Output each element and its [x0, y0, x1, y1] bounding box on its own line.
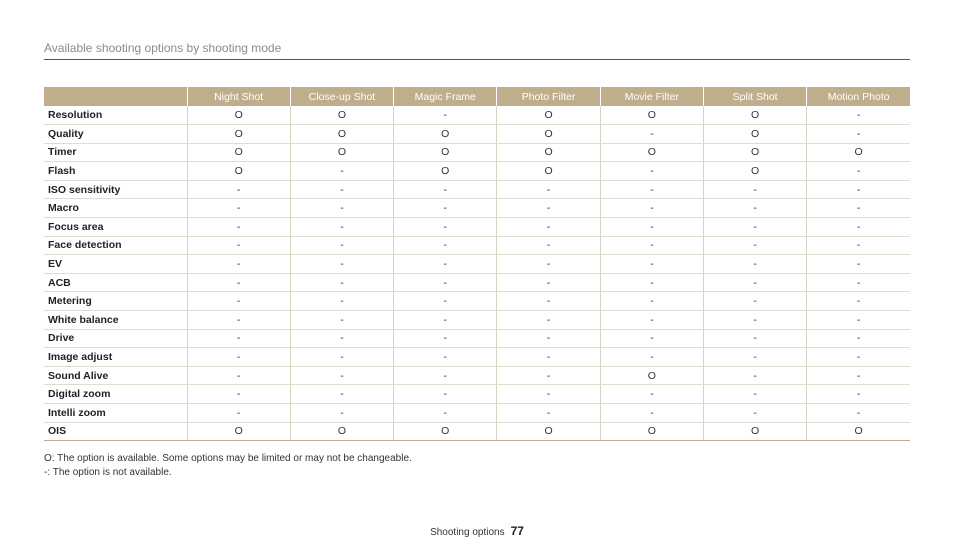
option-cell: - — [807, 255, 910, 274]
row-label: Digital zoom — [44, 385, 187, 404]
option-cell: - — [187, 180, 290, 199]
row-label: Face detection — [44, 236, 187, 255]
column-header: Split Shot — [703, 87, 806, 106]
option-cell: O — [187, 125, 290, 144]
column-header: Motion Photo — [807, 87, 910, 106]
option-cell: - — [394, 218, 497, 237]
row-label: Drive — [44, 329, 187, 348]
option-cell: - — [497, 255, 600, 274]
option-cell: - — [187, 404, 290, 423]
option-cell: O — [394, 422, 497, 441]
table-row — [44, 404, 910, 423]
option-cell: - — [394, 106, 497, 125]
title-divider — [44, 59, 910, 60]
option-cell: - — [703, 292, 806, 311]
option-cell: - — [497, 404, 600, 423]
table-row — [44, 106, 910, 125]
column-header: Close-up Shot — [290, 87, 393, 106]
option-cell: - — [703, 311, 806, 330]
option-cell: O — [187, 162, 290, 181]
option-cell: - — [394, 236, 497, 255]
option-cell: O — [497, 162, 600, 181]
table-row — [44, 218, 910, 237]
option-cell: - — [187, 199, 290, 218]
option-cell: - — [600, 125, 703, 144]
option-cell: - — [703, 385, 806, 404]
row-label: Flash — [44, 162, 187, 181]
row-label: OIS — [44, 422, 187, 441]
option-cell: - — [394, 348, 497, 367]
table-row — [44, 329, 910, 348]
page-footer — [0, 524, 954, 538]
table-row — [44, 422, 910, 441]
option-cell: - — [807, 125, 910, 144]
option-cell: - — [497, 236, 600, 255]
row-label: EV — [44, 255, 187, 274]
option-cell: - — [497, 348, 600, 367]
option-cell: O — [290, 422, 393, 441]
option-cell: O — [187, 106, 290, 125]
row-label: Metering — [44, 292, 187, 311]
option-cell: - — [497, 199, 600, 218]
option-cell: - — [497, 311, 600, 330]
row-label: Image adjust — [44, 348, 187, 367]
column-header: Photo Filter — [497, 87, 600, 106]
legend-unavailable: -: The option is not available. — [44, 467, 172, 478]
column-header: Night Shot — [187, 87, 290, 106]
option-cell: - — [600, 162, 703, 181]
option-cell: - — [703, 366, 806, 385]
option-cell: - — [807, 292, 910, 311]
option-cell: - — [290, 162, 393, 181]
option-cell: - — [600, 255, 703, 274]
option-cell: - — [807, 348, 910, 367]
table-header-row — [44, 87, 910, 106]
option-cell: O — [703, 162, 806, 181]
option-cell: - — [807, 385, 910, 404]
row-label: ISO sensitivity — [44, 180, 187, 199]
option-cell: - — [497, 218, 600, 237]
row-label: Timer — [44, 143, 187, 162]
table-row — [44, 236, 910, 255]
option-cell: O — [600, 366, 703, 385]
option-cell: - — [497, 273, 600, 292]
option-cell: - — [394, 385, 497, 404]
option-cell: - — [807, 273, 910, 292]
option-cell: O — [497, 106, 600, 125]
option-cell: - — [600, 292, 703, 311]
option-cell: - — [394, 404, 497, 423]
column-header: Magic Frame — [394, 87, 497, 106]
option-cell: - — [187, 366, 290, 385]
option-cell: - — [394, 311, 497, 330]
option-cell: - — [290, 273, 393, 292]
option-cell: O — [703, 143, 806, 162]
option-cell: - — [703, 199, 806, 218]
option-cell: - — [290, 404, 393, 423]
option-cell: - — [187, 218, 290, 237]
option-cell: - — [807, 199, 910, 218]
option-cell: - — [290, 236, 393, 255]
footer-label: Shooting options — [430, 527, 505, 538]
option-cell: O — [394, 125, 497, 144]
option-cell: - — [290, 329, 393, 348]
option-cell: - — [703, 329, 806, 348]
option-cell: - — [600, 236, 703, 255]
option-cell: - — [600, 273, 703, 292]
option-cell: - — [394, 180, 497, 199]
option-cell: - — [703, 218, 806, 237]
option-cell: O — [497, 125, 600, 144]
option-cell: - — [290, 366, 393, 385]
option-cell: - — [290, 199, 393, 218]
option-cell: - — [394, 199, 497, 218]
option-cell: - — [807, 311, 910, 330]
table-row — [44, 385, 910, 404]
option-cell: - — [703, 180, 806, 199]
option-cell: O — [394, 162, 497, 181]
option-cell: - — [600, 348, 703, 367]
table-row — [44, 180, 910, 199]
table-row — [44, 199, 910, 218]
option-cell: O — [290, 106, 393, 125]
row-label: ACB — [44, 273, 187, 292]
option-cell: O — [807, 143, 910, 162]
option-cell: - — [497, 292, 600, 311]
option-cell: - — [703, 273, 806, 292]
page-number: 77 — [510, 524, 524, 538]
table-row — [44, 143, 910, 162]
option-cell: - — [187, 311, 290, 330]
option-cell: - — [807, 329, 910, 348]
option-cell: - — [187, 329, 290, 348]
table-row — [44, 292, 910, 311]
option-cell: - — [290, 255, 393, 274]
option-cell: - — [290, 292, 393, 311]
table-header-corner — [44, 87, 187, 106]
option-cell: O — [497, 422, 600, 441]
option-cell: - — [807, 218, 910, 237]
option-cell: - — [290, 218, 393, 237]
option-cell: - — [187, 385, 290, 404]
option-cell: - — [290, 348, 393, 367]
section-title: Available shooting options by shooting mode — [44, 41, 282, 55]
option-cell: - — [600, 180, 703, 199]
option-cell: - — [187, 273, 290, 292]
row-label: Resolution — [44, 106, 187, 125]
option-cell: - — [497, 385, 600, 404]
option-cell: - — [703, 255, 806, 274]
option-cell: - — [290, 385, 393, 404]
option-cell: O — [600, 143, 703, 162]
option-cell: - — [394, 273, 497, 292]
table-row — [44, 162, 910, 181]
option-cell: - — [807, 404, 910, 423]
option-cell: O — [600, 106, 703, 125]
option-cell: - — [600, 199, 703, 218]
row-label: White balance — [44, 311, 187, 330]
option-cell: O — [703, 125, 806, 144]
option-cell: - — [394, 255, 497, 274]
option-cell: O — [703, 106, 806, 125]
row-label: Macro — [44, 199, 187, 218]
option-cell: - — [600, 311, 703, 330]
option-cell: - — [187, 255, 290, 274]
option-cell: O — [290, 143, 393, 162]
table-row — [44, 348, 910, 367]
option-cell: - — [497, 329, 600, 348]
option-cell: - — [290, 180, 393, 199]
option-cell: - — [807, 366, 910, 385]
option-cell: O — [807, 422, 910, 441]
option-cell: - — [394, 366, 497, 385]
row-label: Quality — [44, 125, 187, 144]
option-cell: O — [187, 143, 290, 162]
option-cell: - — [394, 329, 497, 348]
option-cell: O — [703, 422, 806, 441]
table-body — [44, 106, 910, 441]
option-cell: - — [187, 348, 290, 367]
option-cell: - — [703, 404, 806, 423]
option-cell: - — [187, 236, 290, 255]
option-cell: O — [497, 143, 600, 162]
option-cell: - — [497, 180, 600, 199]
option-cell: - — [807, 162, 910, 181]
table-row — [44, 255, 910, 274]
row-label: Sound Alive — [44, 366, 187, 385]
option-cell: - — [807, 236, 910, 255]
option-cell: - — [600, 218, 703, 237]
option-cell: O — [290, 125, 393, 144]
option-cell: - — [600, 329, 703, 348]
table-row — [44, 273, 910, 292]
option-cell: - — [703, 236, 806, 255]
option-cell: - — [807, 180, 910, 199]
option-cell: O — [600, 422, 703, 441]
option-cell: O — [394, 143, 497, 162]
row-label: Intelli zoom — [44, 404, 187, 423]
option-cell: O — [187, 422, 290, 441]
column-header: Movie Filter — [600, 87, 703, 106]
table-row — [44, 125, 910, 144]
option-cell: - — [600, 404, 703, 423]
option-cell: - — [703, 348, 806, 367]
table-row — [44, 311, 910, 330]
table-row — [44, 366, 910, 385]
option-cell: - — [600, 385, 703, 404]
row-label: Focus area — [44, 218, 187, 237]
legend — [44, 452, 412, 480]
legend-available: O: The option is available. Some options may be limited or may not be changeable. — [44, 453, 412, 464]
option-cell: - — [394, 292, 497, 311]
option-cell: - — [290, 311, 393, 330]
shooting-options-table — [44, 87, 910, 441]
option-cell: - — [497, 366, 600, 385]
option-cell: - — [807, 106, 910, 125]
option-cell: - — [187, 292, 290, 311]
